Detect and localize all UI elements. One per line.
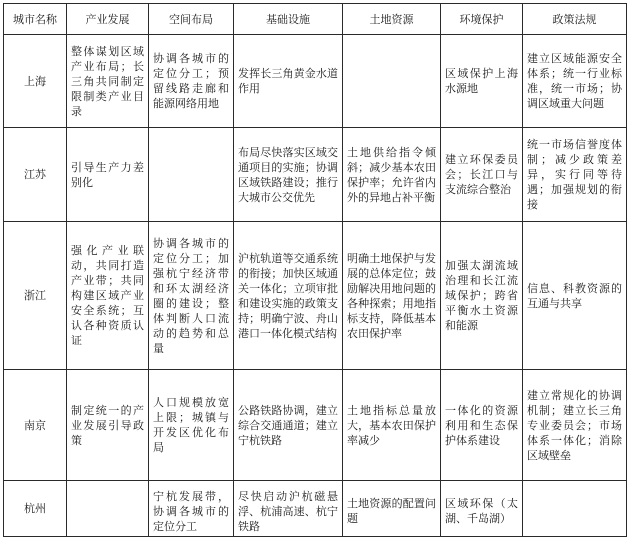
header-infrastructure: 基础设施 (234, 4, 343, 35)
header-policy: 政策法规 (523, 4, 627, 35)
table-cell: 人口规模放宽上限；城镇与开发区优化布局 (149, 370, 234, 481)
table-cell: 协调各城市的定位分工；预留线路走廊和能源网络用地 (149, 35, 234, 128)
table-row (4, 222, 627, 370)
table-cell: 区域保护上海水源地 (441, 35, 523, 128)
table-cell: 强化产业联动，共同打造产业带；共同构建区域产业安全系统；互认各种资质认证 (67, 222, 149, 370)
city-name: 江苏 (4, 128, 67, 222)
table-cell: 区域环保（太湖、千岛湖） (441, 481, 523, 537)
table-cell: 信息、科教资源的互通与共享 (523, 222, 627, 370)
table-cell: 公路铁路协调，建立综合交通通道；建立宁杭铁路 (234, 370, 343, 481)
city-name: 上海 (4, 35, 67, 128)
table-cell: 尽快启动沪杭磁悬浮、杭浦高速、杭宁铁路 (234, 481, 343, 537)
table-row (4, 128, 627, 222)
table-cell: 制定统一的产业发展引导政策 (67, 370, 149, 481)
header-environment: 环境保护 (441, 4, 523, 35)
table-cell (67, 481, 149, 537)
table-cell: 建立常规化的协调机制；建立长三角专业委员会；市场体系一体化；消除区域壁垒 (523, 370, 627, 481)
city-name: 浙江 (4, 222, 67, 370)
table-cell: 整体谋划区域产业布局；长三角共同制定限制类产业目录 (67, 35, 149, 128)
table-row (4, 370, 627, 481)
table-row (4, 35, 627, 128)
table-cell (343, 35, 441, 128)
table-cell: 统一市场信誉度体制；减少政策差异，实行同等待遇；加强规划的衔接 (523, 128, 627, 222)
header-city: 城市名称 (4, 4, 67, 35)
table-cell (149, 128, 234, 222)
table-cell: 布局尽快落实区域交通项目的实施；协调区域铁路建设；推行大城市公交优先 (234, 128, 343, 222)
city-policy-table (3, 3, 627, 537)
table-row (4, 481, 627, 537)
table-cell (523, 481, 627, 537)
table-cell: 土地供给指令倾斜；减少基本农田保护率；允许省内外的异地占补平衡 (343, 128, 441, 222)
table-cell: 一体化的资源利用和生态保护体系建设 (441, 370, 523, 481)
table-cell: 发挥长三角黄金水道作用 (234, 35, 343, 128)
city-name: 杭州 (4, 481, 67, 537)
table-cell: 建立环保委员会；长江口与支流综合整治 (441, 128, 523, 222)
city-name: 南京 (4, 370, 67, 481)
header-row (4, 4, 627, 35)
table-cell: 加强太湖流域治理和长江流域保护；跨省平衡水土资源和能源 (441, 222, 523, 370)
table-cell: 土地指标总量放大，基本农田保护率减少 (343, 370, 441, 481)
table-cell: 引导生产力差别化 (67, 128, 149, 222)
header-spatial-layout: 空间布局 (149, 4, 234, 35)
header-industry: 产业发展 (67, 4, 149, 35)
header-land-resources: 土地资源 (343, 4, 441, 35)
table-cell: 明确土地保护与发展的总体定位；鼓励解决用地问题的各种探索；用地指标支持，降低基本农田保护率 (343, 222, 441, 370)
table-cell: 宁杭发展带，协调各城市的定位分工 (149, 481, 234, 537)
table-cell: 协调各城市的定位分工；加强杭宁经济带和环太湖经济圈的建设；整体判断人口流动的趋势和总量 (149, 222, 234, 370)
table-cell: 建立区域能源安全体系；统一行业标准，统一市场；协调区域重大问题 (523, 35, 627, 128)
table-cell: 土地资源的配置问题 (343, 481, 441, 537)
table-cell: 沪杭轨道等交通系统的衔接；加快区域通关一体化；立项审批和建设实施的政策支持；明确宁波、舟山港口一体化模式结构 (234, 222, 343, 370)
